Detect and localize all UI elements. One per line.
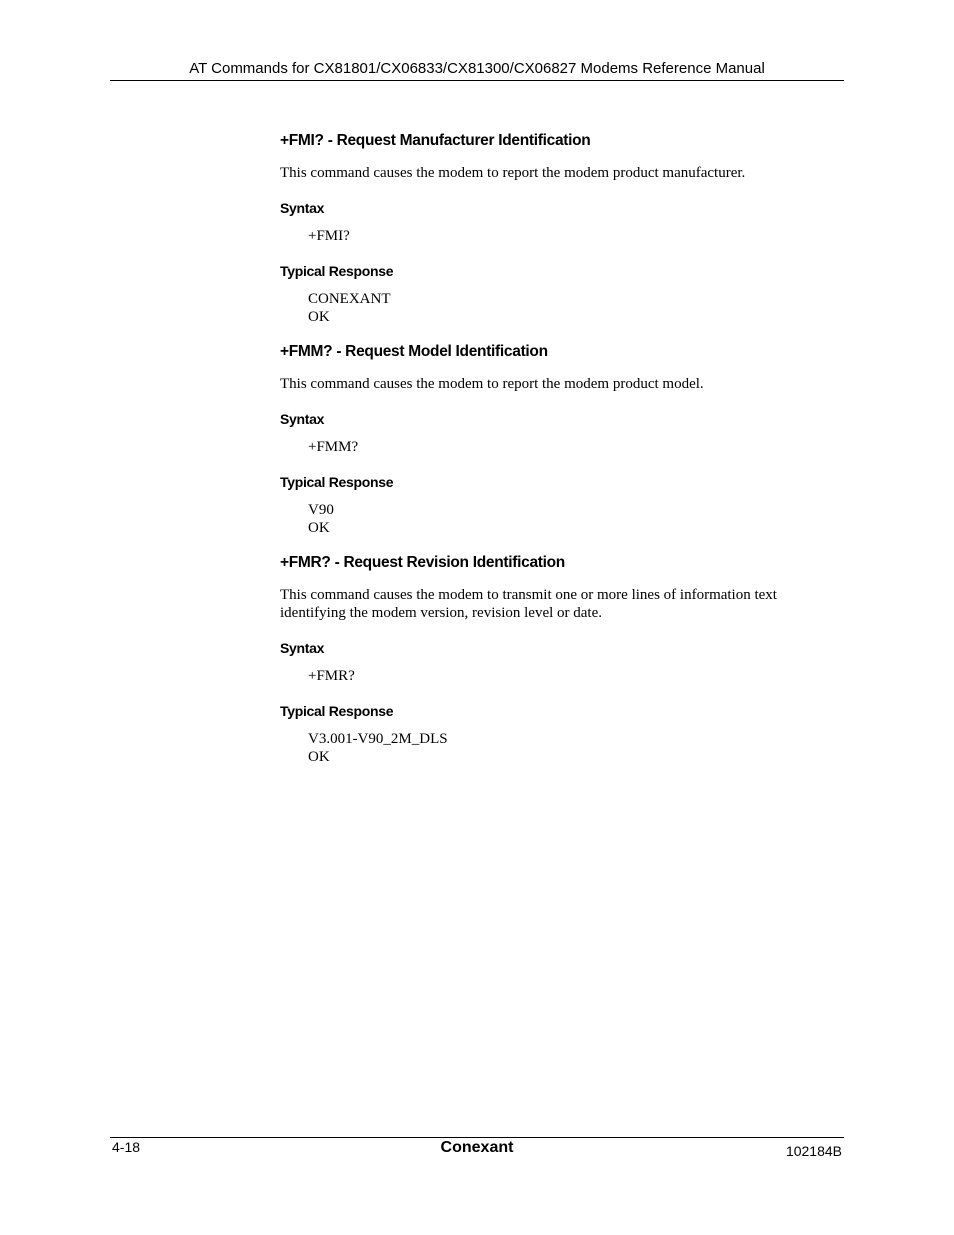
command-section-fmi: [280, 131, 820, 326]
response-block: [308, 501, 820, 537]
response-line: V3.001-V90_2M_DLS: [308, 731, 448, 747]
document-number: 102184B: [785, 1143, 842, 1159]
syntax-heading: Syntax: [280, 640, 325, 656]
main-content: [280, 131, 820, 766]
response-heading: Typical Response: [280, 474, 394, 490]
section-description: This command causes the modem to report the modem product model.: [280, 376, 704, 392]
response-line: CONEXANT: [308, 291, 391, 307]
syntax-heading: Syntax: [280, 411, 325, 427]
command-section-fmm: [280, 342, 820, 537]
response-line: OK: [308, 749, 330, 765]
section-title: +FMM? - Request Model Identification: [280, 343, 548, 360]
command-section-fmr: [280, 553, 820, 766]
company-name: Conexant: [440, 1139, 514, 1156]
page-number: 4-18: [112, 1139, 141, 1155]
section-description: This command causes the modem to report the modem product manufacturer.: [280, 165, 746, 181]
page-header-title: AT Commands for CX81801/CX06833/CX81300/CX06827 Modems Reference Manual: [189, 60, 765, 77]
syntax-block: [308, 667, 820, 685]
response-block: [308, 290, 820, 326]
response-line: OK: [308, 520, 330, 536]
response-block: [308, 730, 820, 766]
response-heading: Typical Response: [280, 263, 394, 279]
syntax-text: +FMR?: [308, 668, 355, 684]
syntax-heading: Syntax: [280, 200, 325, 216]
section-title: +FMI? - Request Manufacturer Identification: [280, 132, 591, 149]
syntax-text: +FMI?: [308, 228, 350, 244]
response-heading: Typical Response: [280, 703, 394, 719]
syntax-block: [308, 438, 820, 456]
syntax-block: [308, 227, 820, 245]
header-divider: [110, 80, 844, 81]
response-line: V90: [308, 502, 334, 518]
response-line: OK: [308, 309, 330, 325]
footer-divider: [110, 1137, 844, 1138]
section-description: This command causes the modem to transmit one or more lines of information text identifying the modem version, revision level or date.: [280, 587, 777, 621]
syntax-text: +FMM?: [308, 439, 359, 455]
section-title: +FMR? - Request Revision Identification: [280, 554, 565, 571]
